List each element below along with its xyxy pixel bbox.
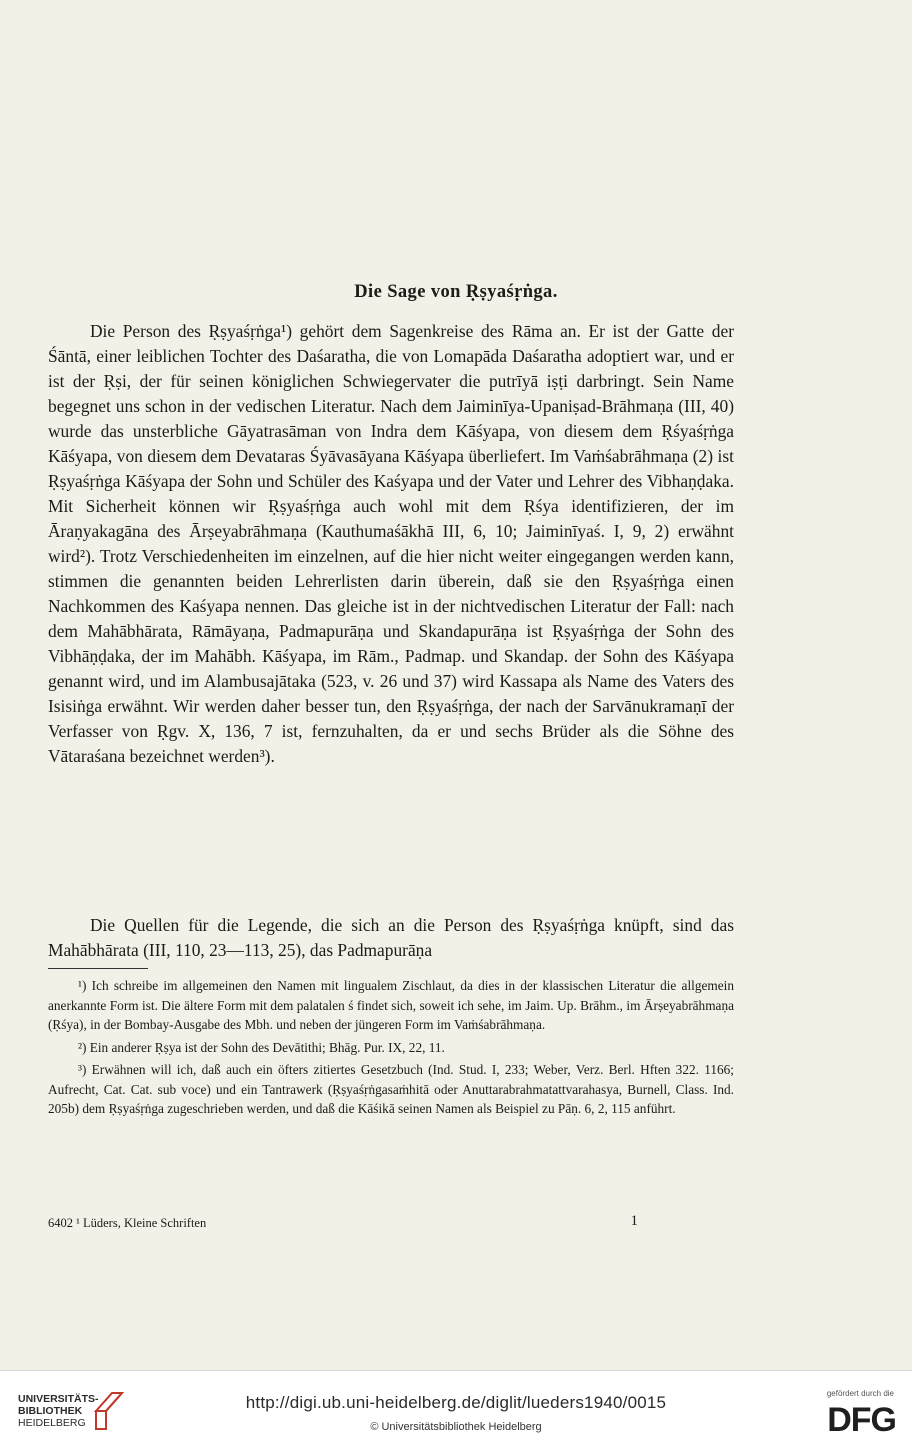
body-paragraph-1: [48, 319, 734, 769]
copyright-notice: © Universitätsbibliothek Heidelberg: [370, 1421, 542, 1433]
body-paragraph-2: [48, 913, 734, 963]
footnote-2: ²) Ein anderer Ṛṣya ist der Sohn des Devātithi; Bhāg. Pur. IX, 22, 11.: [78, 1039, 445, 1055]
signature-line: 6402 ¹ Lüders, Kleine Schriften: [48, 1216, 207, 1230]
funder-label: gefördert durch die: [826, 1389, 894, 1398]
library-name-line: BIBLIOTHEK: [18, 1405, 83, 1417]
viewer-footer-bar: [0, 1370, 912, 1446]
footnote-divider: [48, 968, 148, 969]
library-name-line: HEIDELBERG: [18, 1417, 86, 1429]
paragraph-text: Die Person des Ṛṣyaśṛṅga¹) gehört dem Sagenkreise des Rāma an. Er ist der Gatte der Śāntā, einer leiblichen Tochter des Daśaratha, die von Lomapāda Daśaratha adoptiert war, und er ist der Ṛṣi, der für seinen königlichen Schwiegervater die putrīyā iṣṭi darbringt. Sein Name begegnet uns schon in der vedischen Literatur. Nach dem Jaiminīya-Upaniṣad-Brāhmaṇa (III, 40) wurde das unsterbliche Gāyatrasāman von Indra dem Kāśyapa, von diesem dem Ṛśyaśṛṅga Kāśyapa, von diesem dem Devataras Śyāvasāyana Kāśyapa überliefert. Im Vaṁśabrāhmaṇa (2) ist Ṛṣyaśṛṅga Kāśyapa der Sohn und Schüler des Kaśyapa und der Vater und Lehrer des Vibhaṇḍaka. Mit Sicherheit können wir Ṛṣyaśṛṅga auch wohl mit dem Ṛśya identifizieren, der im Āraṇyakagāna des Ārṣeyabrāhmaṇa (Kauthumaśākhā III, 6, 10; Jaiminīyaś. I, 9, 2) erwähnt wird²). Trotz Verschiedenheiten im einzelnen, auf die hier nicht weiter eingegangen werden kann, stimmen die genannten beiden Lehrerlisten darin überein, daß sie den Ṛṣyaśṛṅga einen Nachkommen des Kaśyapa nennen. Das gleiche ist in der nichtvedischen Literatur der Fall: nach dem Mahābhārata, Rāmāyaṇa, Padmapurāṇa und Skandapurāṇa ist Ṛṣyaśṛṅga der Sohn des Vibhāṇḍaka, der im Mahābh. Kāśyapa, im Rām., Padmap. und Skandap. der Sohn des Kāśyapa genannt wird, und im Alambusajātaka (523, v. 26 und 37) wird Kassapa als Name des Vaters des Isisiṅga erwähnt. Wir werden daher besser tun, den Ṛṣyaśṛṅga, der nach der Sarvānukramaṇī der Verfasser von Ṛgv. X, 136, 7 ist, fernzuhalten, da er und sechs Brüder als die Söhne des Vātaraśana bezeichnet werden³).: [48, 321, 734, 766]
footnotes: [48, 976, 734, 1122]
page-title: Die Sage von Ṛṣyaśṛṅga.: [354, 282, 558, 302]
page-footer: [48, 1213, 734, 1231]
library-name-line: UNIVERSITÄTS-: [18, 1393, 99, 1405]
dfg-logo[interactable]: DFG: [827, 1401, 896, 1439]
footnote-1: ¹) Ich schreibe im allgemeinen den Namen mit lingualem Zischlaut, da dies in der klassischen Literatur die allgemein anerkannte Form ist. Die ältere Form mit dem palatalen ś findet sich, soweit ich sehe, im Jaim. Up. Brāhm., im Ārṣeyabrāhmaṇa (Ṛśya), in der Bombay-Ausgabe des Mbh. und neben der jüngeren Form im Vaṁśabrāhmaṇa.: [48, 978, 734, 1032]
paragraph-text: Die Quellen für die Legende, die sich an die Person des Ṛṣyaśṛṅga knüpft, sind das Mahābhārata (III, 110, 23—113, 25), das Padmapurāṇa: [48, 915, 734, 960]
footnote-3: ³) Erwähnen will ich, daß auch ein öfters zitiertes Gesetzbuch (Ind. Stud. I, 233; Weber, Verz. Berl. Hften 322. 1166; Aufrecht, Cat. Cat. sub voce) und ein Tantrawerk (Ṛṣyaśṛṅgasaṁhitā oder Anuttarabrahmatattvarahasya, Burnell, Class. Ind. 205b) dem Ṛṣyaśṛṅga zugeschrieben werden, und daß die Kāśikā seinen Namen als Beispiel zu Pāṇ. 6, 2, 115 anführt.: [48, 1062, 734, 1116]
page-number: 1: [630, 1213, 638, 1229]
permalink-url[interactable]: http://digi.ub.uni-heidelberg.de/diglit/lueders1940/0015: [245, 1393, 667, 1412]
